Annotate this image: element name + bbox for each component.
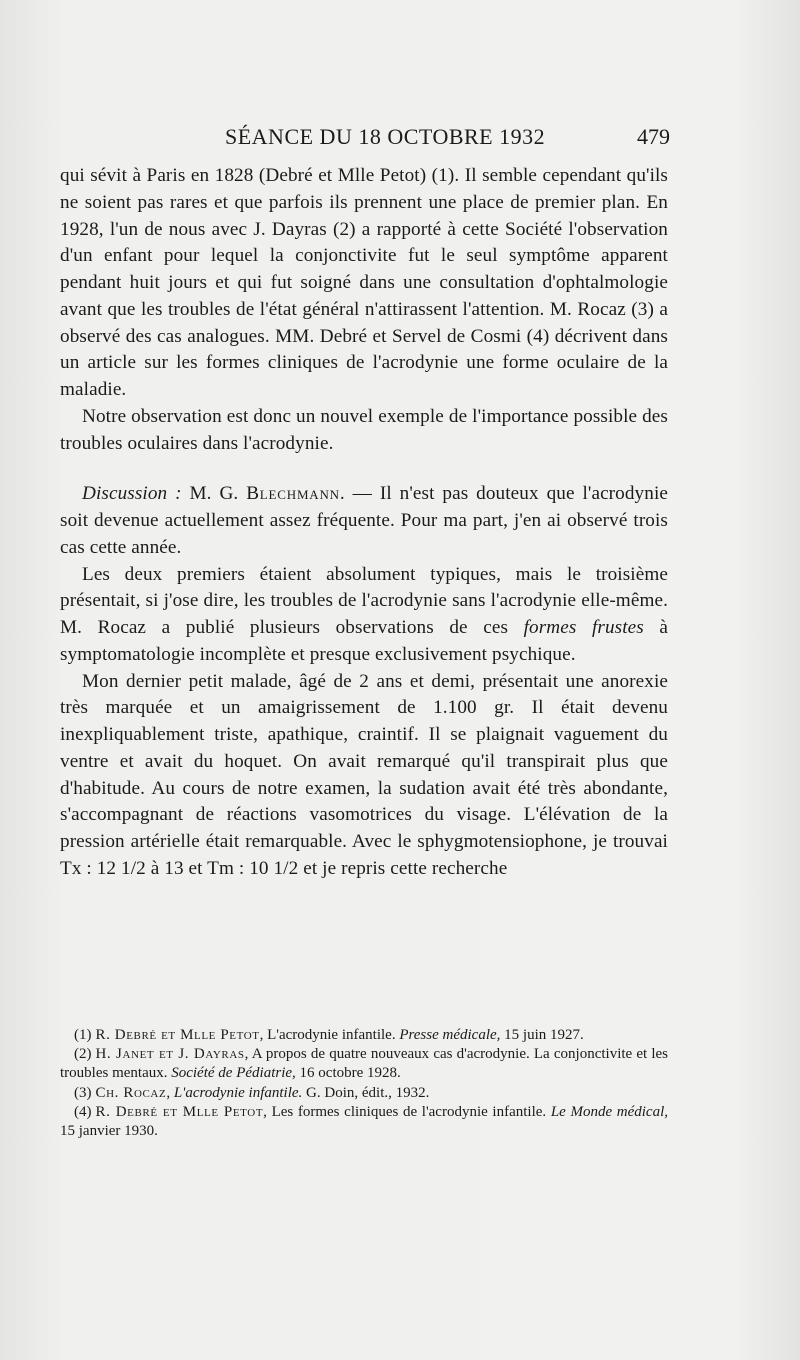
paragraph-4-end: à symptomatologie incomplète et presque exclusivement psychique.	[60, 617, 669, 665]
discussion-speaker-name: Blechmann	[246, 483, 340, 505]
footnote	[60, 1084, 668, 1103]
footnote-authors: R. Debré et Mlle Petot	[95, 1027, 260, 1043]
page-number: 479	[637, 124, 670, 149]
footnote	[60, 1026, 668, 1045]
body-text	[60, 163, 668, 883]
footnote-text: , Les formes cliniques de l'acrodynie infantile.	[263, 1103, 551, 1120]
footnote-authors: R. Debré et Mlle Petot	[95, 1103, 264, 1120]
footnotes	[60, 1026, 668, 1141]
footnote-text: , A propos de quatre nouveaux cas d'acrodynie. La conjonctivite et les troubles mentaux.	[60, 1046, 668, 1082]
discussion-text: . — Il n'est pas douteux que l'acrodynie soit devenue actuellement assez fréquente. Pour ma part, j'en ai observé trois cas cette année.	[60, 483, 668, 558]
footnote-authors: H. Janet et J. Dayras	[95, 1046, 245, 1063]
footnote	[60, 1045, 668, 1083]
paragraph-4-italic: formes frustes	[523, 617, 644, 638]
discussion-speaker-prefix: M. G.	[189, 483, 239, 505]
footnote-source: L'acrodynie infantile.	[173, 1084, 303, 1101]
footnote-number: (2)	[74, 1046, 92, 1063]
paragraph-4-start: Les deux premiers étaient absolument typiques, mais le troisième présentait, si j'ose dire, les troubles de l'acrodynie sans l'acrodynie elle-même. M. Rocaz a publié plusieurs observations de ces	[60, 563, 668, 638]
discussion-label: Discussion :	[82, 483, 182, 505]
footnote-date: 15 janvier 1930.	[60, 1123, 158, 1140]
footnote-date: G. Doin, édit., 1932.	[302, 1084, 430, 1101]
page-header	[60, 124, 670, 154]
footnote-source: Le Monde médical,	[550, 1103, 668, 1120]
footnote-text: ,	[166, 1084, 174, 1101]
paragraph-1: qui sévit à Paris en 1828 (Debré et Mlle Petot) (1). Il semble cependant qu'ils ne soient pas rares et que parfois ils prennent une place de premier plan. En 1928, l'un de nous avec J. Dayras (2) a rapporté à cette Société l'observation d'un enfant pour lequel la conjonctivite fut le seul symptôme apparent pendant huit jours et qui fut soigné dans une consultation d'ophtalmologie avant que les troubles de l'état général n'attirassent l'attention. M. Rocaz (3) a observé des cas analogues. MM. Debré et Servel de Cosmi (4) décrivent dans un article sur les formes cliniques de l'acrodynie une forme oculaire de la maladie.	[60, 165, 668, 400]
paragraph-4	[60, 562, 668, 669]
footnote-number: (4)	[74, 1103, 92, 1120]
running-head: SÉANCE DU 18 OCTOBRE 1932	[225, 124, 546, 149]
footnote-number: (3)	[74, 1084, 92, 1101]
discussion-paragraph	[60, 481, 668, 561]
footnote-authors: Ch. Rocaz	[95, 1084, 167, 1101]
footnote-number: (1)	[74, 1027, 92, 1043]
footnote-text: , L'acrodynie infantile.	[259, 1027, 400, 1043]
footnote-date: 16 octobre 1928.	[295, 1065, 401, 1082]
footnote-source: Société de Pédiatrie,	[171, 1065, 296, 1082]
paragraph-5: Mon dernier petit malade, âgé de 2 ans et demi, présentait une anorexie très marquée et un amaigrissement de 1.100 gr. Il était devenu inexpliquablement triste, apathique, craintif. Il se plaignait vaguement du ventre et avait du hoquet. On avait remarqué qu'il transpirait plus que d'habitude. Au cours de notre examen, la sudation avait été très abondante, s'accompagnant de réactions vasomotrices du visage. L'élévation de la pression artérielle était remarquable. Avec le sphygmotensiophone, je trouvai Tx : 12 1/2 à 13 et Tm : 10 1/2 et je repris cette recherche	[60, 670, 668, 879]
footnote	[60, 1103, 668, 1141]
footnote-source: Presse médicale,	[399, 1027, 501, 1043]
footnote-date: 15 juin 1927.	[500, 1027, 584, 1043]
paragraph-2: Notre observation est donc un nouvel exemple de l'importance possible des troubles oculaires dans l'acrodynie.	[60, 405, 668, 454]
